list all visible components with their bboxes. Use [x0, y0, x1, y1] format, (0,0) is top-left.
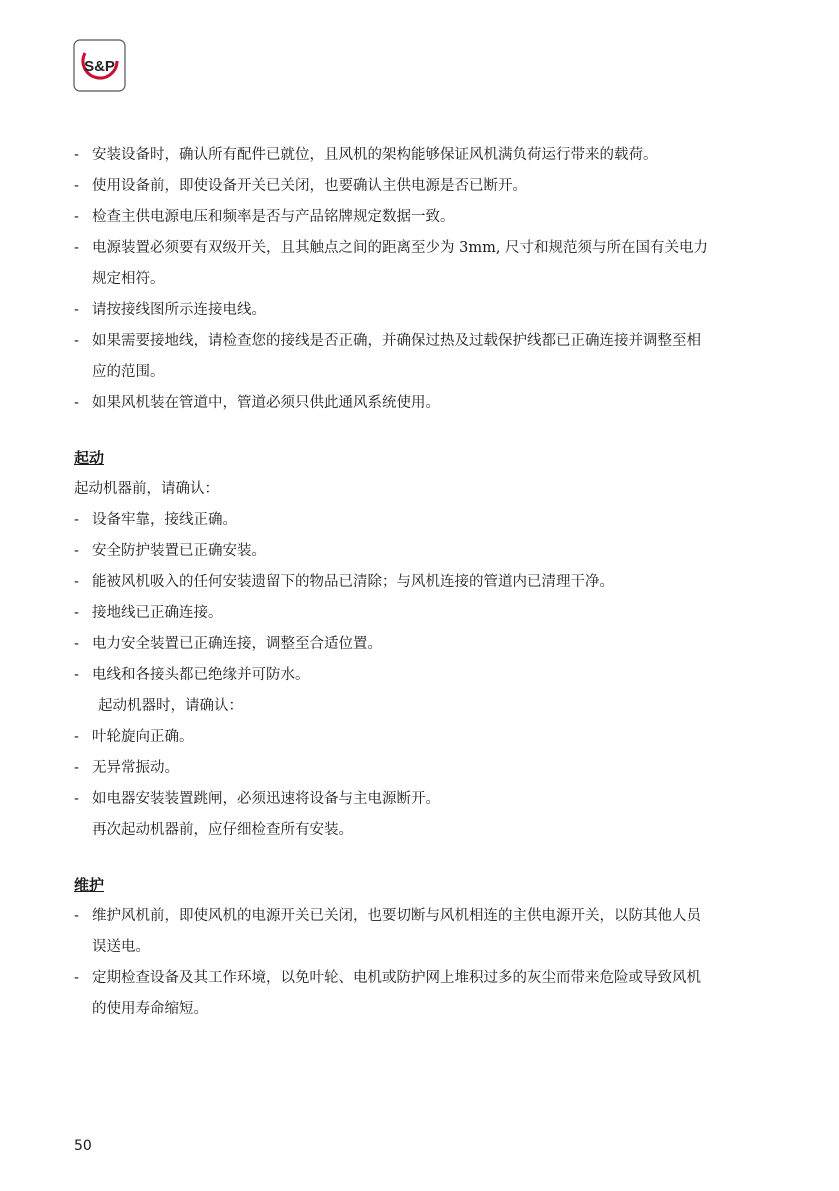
dash: -: [74, 791, 79, 807]
dash: -: [74, 333, 79, 349]
svg-text:S&P: S&P: [84, 58, 115, 75]
list-item: [74, 963, 714, 1025]
list-item-text: 如果风机装在管道中，管道必须只供此通风系统使用。: [92, 395, 440, 411]
dash: -: [74, 729, 79, 745]
dash: -: [74, 209, 79, 225]
list-item: [74, 753, 714, 784]
list-item: [74, 629, 714, 660]
dash: -: [74, 908, 79, 924]
dash: -: [74, 512, 79, 528]
startup-intro: 起动机器前，请确认：: [74, 481, 219, 497]
dash: -: [74, 574, 79, 590]
list-item-text: 电源装置必须要有双级开关，且其触点之间的距离至少为 3mm, 尺寸和规范须与所在国有关电力规定相符。: [92, 240, 709, 287]
list-item: [74, 505, 714, 536]
list-item: [74, 598, 714, 629]
page-number: 50: [74, 1138, 92, 1154]
list-item-text: 安装设备时，确认所有配件已就位，且风机的架构能够保证风机满负荷运行带来的载荷。: [92, 147, 658, 163]
list-item-text: 使用设备前，即使设备开关已关闭，也要确认主供电源是否已断开。: [92, 178, 527, 194]
list-item-text: 设备牢靠，接线正确。: [92, 512, 237, 528]
list-item: [74, 567, 714, 598]
dash: -: [74, 760, 79, 776]
dash: -: [74, 178, 79, 194]
list-item-text: 叶轮旋向正确。: [92, 729, 194, 745]
list-item: [74, 722, 714, 753]
dash: -: [74, 240, 79, 256]
startup-during-list: [74, 722, 714, 815]
list-item-text: 无异常振动。: [92, 760, 179, 776]
list-item: [74, 326, 714, 388]
dash: -: [74, 667, 79, 683]
list-item-text: 如电器安装装置跳闸，必须迅速将设备与主电源断开。: [92, 791, 440, 807]
list-item-text: 定期检查设备及其工作环境，以免叶轮、电机或防护网上堆积过多的灰尘而带来危险或导致风机的使用寿命缩短。: [92, 970, 701, 1017]
list-item-text: 检查主供电源电压和频率是否与产品铭牌规定数据一致。: [92, 209, 455, 225]
dash: -: [74, 543, 79, 559]
startup-before-list: [74, 505, 714, 691]
restart-note: 再次起动机器前，应仔细检查所有安装。: [92, 822, 353, 838]
list-item: [74, 388, 714, 419]
dash: -: [74, 395, 79, 411]
logo-icon: [73, 39, 126, 92]
list-item-text: 接地线已正确连接。: [92, 605, 223, 621]
list-item: [74, 295, 714, 326]
list-item-text: 请按接线图所示连接电线。: [92, 302, 266, 318]
list-item-text: 能被风机吸入的任何安装遗留下的物品已清除；与风机连接的管道内已清理干净。: [92, 574, 614, 590]
list-item-text: 如果需要接地线，请检查您的接线是否正确，并确保过热及过载保护线都已正确连接并调整至相应的范围。: [92, 333, 701, 380]
list-item: [74, 536, 714, 567]
dash: -: [74, 636, 79, 652]
list-item: [74, 233, 714, 295]
maintenance-heading: 维护: [74, 876, 105, 894]
dash: -: [74, 605, 79, 621]
list-item: [74, 171, 714, 202]
brand-logo: [73, 39, 126, 92]
list-item: [74, 660, 714, 691]
list-item-text: 安全防护装置已正确安装。: [92, 543, 266, 559]
startup-heading: 起动: [74, 449, 105, 467]
maintenance-list: [74, 901, 714, 1025]
list-item-text: 电线和各接头都已绝缘并可防水。: [92, 667, 310, 683]
dash: -: [74, 970, 79, 986]
installation-list: [74, 140, 714, 419]
startup-during-intro: 起动机器时，请确认：: [98, 698, 243, 714]
list-item: [74, 901, 714, 963]
list-item-text: 电力安全装置已正确连接，调整至合适位置。: [92, 636, 382, 652]
list-item: [74, 202, 714, 233]
dash: -: [74, 147, 79, 163]
list-item: [74, 784, 714, 815]
dash: -: [74, 302, 79, 318]
list-item: [74, 140, 714, 171]
list-item-text: 维护风机前，即使风机的电源开关已关闭，也要切断与风机相连的主供电源开关，以防其他人员误送电。: [92, 908, 701, 955]
document-body: [74, 140, 714, 1025]
